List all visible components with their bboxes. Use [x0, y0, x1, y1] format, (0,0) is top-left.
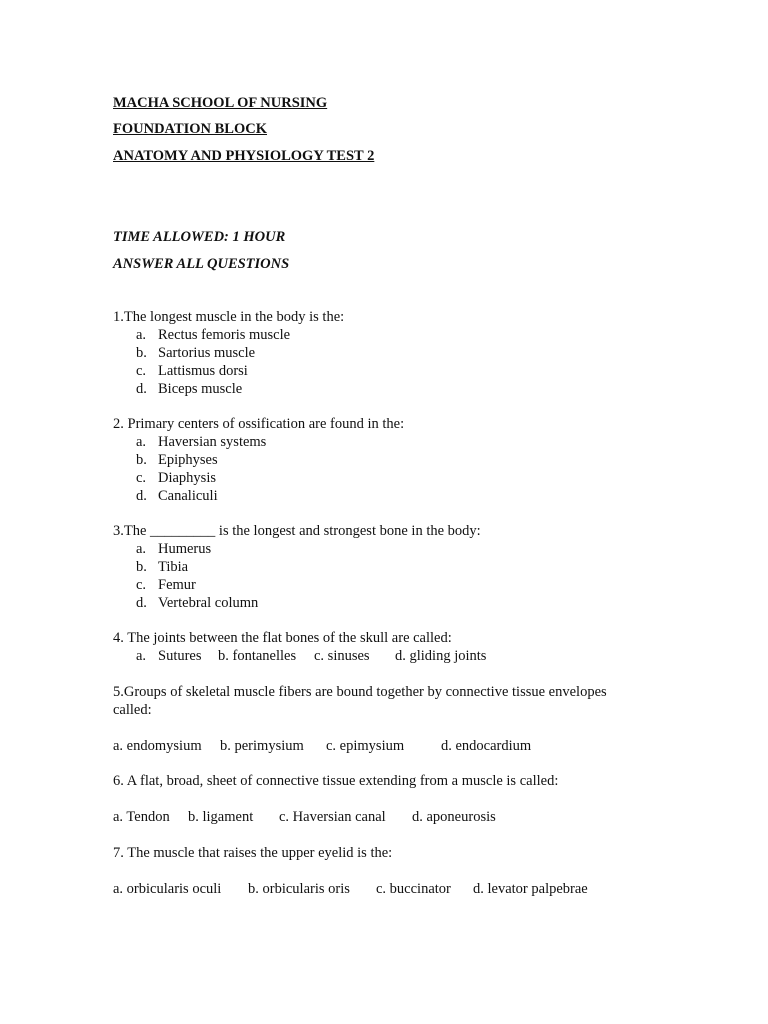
option-text: b. perimysium	[220, 738, 304, 754]
question-text: 5.Groups of skeletal muscle fibers are bound together by connective tissue envelopes	[113, 684, 607, 700]
option-text: a. orbicularis oculi	[113, 881, 222, 897]
option-text: a. endomysium	[113, 738, 202, 754]
option-text: Diaphysis	[158, 470, 216, 486]
option-letter: d.	[136, 595, 147, 611]
option-letter: a.	[136, 327, 147, 343]
option-letter: b.	[136, 452, 147, 468]
option-text: Haversian systems	[158, 434, 267, 450]
school-name: MACHA SCHOOL OF NURSING	[113, 95, 328, 111]
question-text: 2. Primary centers of ossification are found in the:	[113, 416, 405, 432]
option-text: c. epimysium	[326, 738, 405, 754]
option-text: b. fontanelles	[218, 648, 297, 664]
option-text: Sartorius muscle	[158, 345, 256, 361]
option-text: c. sinuses	[314, 648, 370, 664]
option-text: b. ligament	[188, 809, 254, 825]
option-text: Rectus femoris muscle	[158, 327, 291, 343]
option-letter: b.	[136, 559, 147, 575]
question-text-continued: called:	[113, 702, 152, 718]
option-letter: d.	[136, 488, 147, 504]
option-text: c. buccinator	[376, 881, 451, 897]
option-letter: c.	[136, 470, 147, 486]
option-text: a. Tendon	[113, 809, 170, 825]
option-text: Femur	[158, 577, 196, 593]
option-text: d. aponeurosis	[412, 809, 496, 825]
option-text: Lattismus dorsi	[158, 363, 248, 379]
option-letter: a.	[136, 648, 147, 664]
time-allowed: TIME ALLOWED: 1 HOUR	[113, 229, 286, 245]
option-text: d. endocardium	[441, 738, 532, 754]
option-text: c. Haversian canal	[279, 809, 386, 825]
option-text: d. levator palpebrae	[473, 881, 588, 897]
option-text: Humerus	[158, 541, 212, 557]
question-text: 7. The muscle that raises the upper eyelid is the:	[113, 845, 393, 861]
option-letter: a.	[136, 541, 147, 557]
question-text: 1.The longest muscle in the body is the:	[113, 309, 345, 325]
option-text: b. orbicularis oris	[248, 881, 350, 897]
option-letter: b.	[136, 345, 147, 361]
option-text: Epiphyses	[158, 452, 218, 468]
option-letter: c.	[136, 577, 147, 593]
option-text: Sutures	[158, 648, 202, 664]
question-text: 6. A flat, broad, sheet of connective tissue extending from a muscle is called:	[113, 773, 559, 789]
question-text: 3.The _________ is the longest and strongest bone in the body:	[113, 523, 481, 539]
option-text: d. gliding joints	[395, 648, 487, 664]
option-text: Biceps muscle	[158, 381, 243, 397]
option-letter: a.	[136, 434, 147, 450]
option-text: Canaliculi	[158, 488, 218, 504]
block-name: FOUNDATION BLOCK	[113, 121, 268, 137]
answer-instruction: ANSWER ALL QUESTIONS	[113, 256, 290, 272]
test-title: ANATOMY AND PHYSIOLOGY TEST 2	[113, 148, 375, 164]
option-letter: d.	[136, 381, 147, 397]
option-text: Tibia	[158, 559, 189, 575]
option-letter: c.	[136, 363, 147, 379]
option-text: Vertebral column	[158, 595, 259, 611]
question-text: 4. The joints between the flat bones of the skull are called:	[113, 630, 452, 646]
